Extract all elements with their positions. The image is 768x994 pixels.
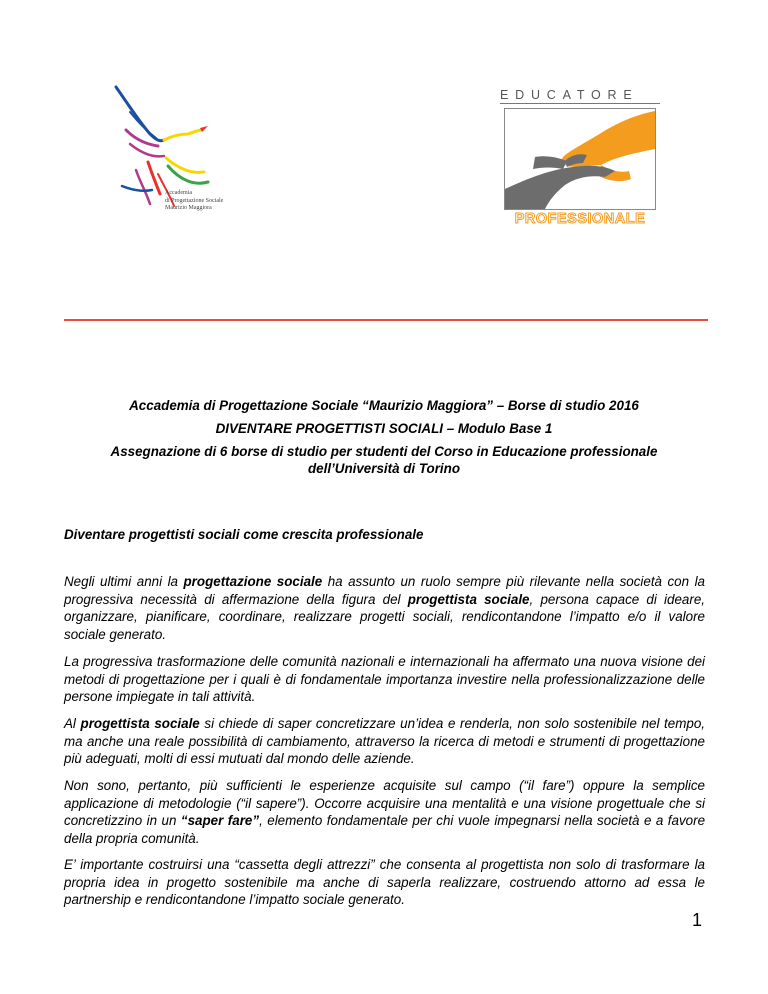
logo-caption-line: Accademia [165,190,192,196]
paragraph-2: La progressiva trasformazione delle comunità nazionali e internazionali ha affermato una nuova visione dei metodi di progettazione per i quali è di fondamentale importanza investire nella professionalizzazione delle persone impiegate in tali attività. [64,654,705,705]
document-assignment-line: dell’Università di Torino [307,461,461,476]
bold-term: progettista sociale [407,591,530,607]
text-run: Al [64,716,81,731]
logo-caption-line: Maurizio Maggiora [165,205,212,211]
paragraph-5: E’ importante costruirsi una “cassetta degli attrezzi” che consenta al progettista non solo di trasformare la propria idea in progetto sostenibile ma anche di saperla realizzare, costruendo attorno ad essa le partnership e rendicontandone l’impatto sociale generato. [64,857,705,908]
text-run: Non sono, pertanto, più sufficienti le esperienze acquisite sul campo (“il fare”) oppure la semplice applicazione di metodologie (“il sapere”). Occorre acquisire una mentalità e una visione progettuale che si concretizzino in un [64,778,705,829]
section-heading: Diventare progettisti sociali come crescita professionale [64,527,424,542]
header-rule [64,319,708,321]
document-assignment-line: Assegnazione di 6 borse di studio per studenti del Corso in Educazione professionale [110,444,658,459]
logo-caption-line: di Progettazione Sociale [165,197,224,204]
text-run: , persona capace di ideare, organizzare, pianificare, coordinare, realizzare progetti sociali, rendicontandone l’impatto e/o il valore sociale generato. [64,591,705,642]
logo-top-text: EDUCATORE [500,88,639,102]
logo-divider [500,103,660,104]
paragraph-4 [64,777,705,847]
document-title: Accademia di Progettazione Sociale “Maurizio Maggiora” – Borse di studio 2016 [129,398,639,413]
bold-term: progettista sociale [80,716,200,731]
document-subtitle: DIVENTARE PROGETTISTI SOCIALI – Modulo Base 1 [215,421,553,436]
paragraph-3 [64,715,705,768]
text-run: , elemento fondamentale per chi vuole impegnarsi nella società e a favore della propria comunità. [64,813,706,846]
text-run: Negli ultimi anni la [64,574,184,589]
page-number: 1 [692,910,703,930]
text-run: si chiede di saper concretizzare un’idea e renderla, non solo sostenibile nel tempo, ma anche una reale possibilità di cambiamento, attraverso la ricerca di metodi e strumenti di progettazione più adeguati, molti di essi mutuati dal mondo delle aziende. [64,716,705,767]
logo-bottom-text: PROFESSIONALE [514,211,646,227]
handshake-box [504,108,656,210]
handshake-icon [505,109,655,209]
bold-term: progettazione sociale [183,574,323,589]
educatore-professionale-logo [500,88,660,228]
accademia-logo-caption [165,190,223,213]
bold-term: “saper fare” [180,813,260,829]
text-run: ha assunto un ruolo sempre più rilevante nella società con la progressiva necessità di affermazione della figura del [64,574,705,607]
paragraph-1 [64,573,705,643]
